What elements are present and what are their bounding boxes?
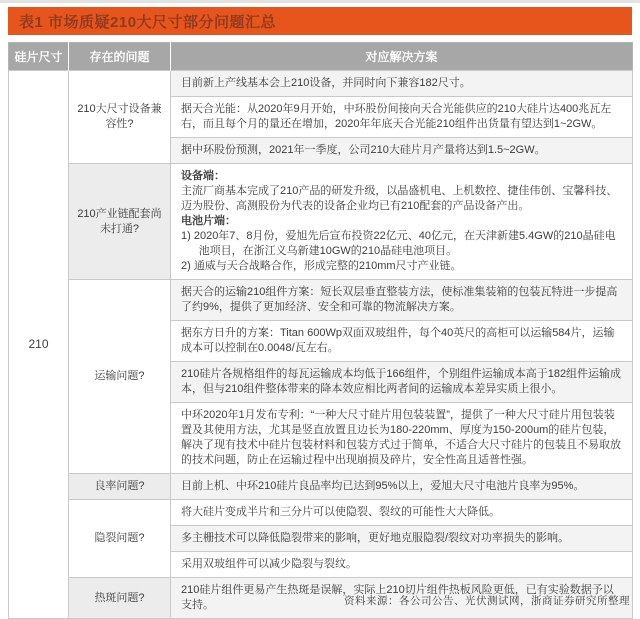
solution-line: 2) 通威与天合战略合作，形成完整的210mm尺寸产业链。 xyxy=(181,260,462,272)
table-body xyxy=(9,71,633,619)
table-row xyxy=(9,500,633,526)
table-row xyxy=(9,164,633,280)
solution-cell: 210硅片各规格组件的每瓦运输成本均低于166组件，个别组件运输成本高于182组件运输成本，但与210组件整体带来的降本效应相比两者间的运输成本差异实质上很小。 xyxy=(171,362,633,403)
solution-line: 电池片端： xyxy=(181,215,236,227)
table-row xyxy=(9,280,633,321)
top-strip xyxy=(0,0,640,3)
solution-line: 1) 2020年7、8月份，爱旭先后宣布投资22亿元、40亿元，在天津新建5.4GW的210晶硅电池项目，在浙江义乌新建10GW的210晶硅电池项目。 xyxy=(181,230,616,257)
page-title: 表1 市场质疑210大尺寸部分问题汇总 xyxy=(19,13,277,31)
source-note: 资料来源：各公司公告、光伏测试网，浙商证券研究所整理 xyxy=(344,596,630,607)
solution-cell: 据东方日升的方案：Titan 600Wp双面双玻组件，每个40英尺的高柜可以运输584片，运输成本可以控制在0.0048/瓦左右。 xyxy=(171,321,633,362)
problem-cell: 210大尺寸设备兼容性? xyxy=(69,71,171,164)
solution-line: 主流厂商基本完成了210产品的研发升级，以晶盛机电、上机数控、捷佳伟创、宝馨科技、迈为股份、高测股份为代表的设备企业均已有210配套的产品设备产出。 xyxy=(181,185,618,212)
solution-cell: 据天合的运输210组件方案：短长双层垂直整装方法，使标准集装箱的包装瓦特进一步提高了约9%，提供了更加经济、安全和可靠的物流解决方案。 xyxy=(171,280,633,321)
issues-table xyxy=(8,42,633,619)
solution-cell: 将大硅片变成半片和三分片可以使隐裂、裂纹的可能性大大降低。 xyxy=(171,500,633,526)
table-row xyxy=(9,71,633,97)
problem-cell: 210产业链配套尚未打通? xyxy=(69,164,171,280)
solution-cell: 采用双玻组件可以减少隐裂与裂纹。 xyxy=(171,552,633,578)
solution-cell: 多主栅技术可以降低隐裂带来的影响，更好地克服隐裂/裂纹对功率损失的影响。 xyxy=(171,526,633,552)
header-wafer-size: 硅片尺寸 xyxy=(9,43,69,71)
header-problem: 存在的问题 xyxy=(69,43,171,71)
solution-cell: 目前新上产线基本会上210设备，并同时向下兼容182尺寸。 xyxy=(171,71,633,97)
table-header xyxy=(9,43,633,71)
wafer-size-cell: 210 xyxy=(9,71,69,619)
table-title-bar xyxy=(8,7,632,35)
solution-cell xyxy=(171,164,633,280)
problem-cell: 隐裂问题? xyxy=(69,500,171,578)
solution-cell: 中环2020年1月发布专利：“一种大尺寸硅片用包装装置”，提供了一种大尺寸硅片用包装装置及其使用方法，尤其是竖直放置且边长为180-220mm、厚度为150-200um的硅片包装，解决了现有技术中硅片包装材料和包装方式过于简单，不适合大尺寸硅片的包装且不易取放的技术问题，防止在运输过程中出现崩损及碎片，安全性高且适普性强。 xyxy=(171,403,633,474)
solution-cell: 210硅片组件更易产生热斑是误解，实际上210切片组件热板风险更低，已有实验数据予以支持。 xyxy=(171,578,633,619)
table-row xyxy=(9,474,633,500)
problem-cell: 运输问题? xyxy=(69,280,171,474)
problem-cell: 良率问题? xyxy=(69,474,171,500)
problem-cell: 热斑问题? xyxy=(69,578,171,619)
header-solution: 对应解决方案 xyxy=(171,43,633,71)
solution-line: 设备端： xyxy=(181,170,225,182)
solution-cell: 据中环股份预测，2021年一季度，公司210大硅片月产量将达到1.5~2GW。 xyxy=(171,138,633,164)
header-row xyxy=(9,43,633,71)
solution-cell: 目前上机、中环210硅片良品率均已达到95%以上，爱旭大尺寸电池片良率为95%。 xyxy=(171,474,633,500)
solution-cell: 据天合光能：从2020年9月开始，中环股份间接向天合光能供应的210大硅片达400兆瓦左右，而且每个月的量还在增加，2020年年底天合光能210组件出货量有望达到1~2GW。 xyxy=(171,97,633,138)
